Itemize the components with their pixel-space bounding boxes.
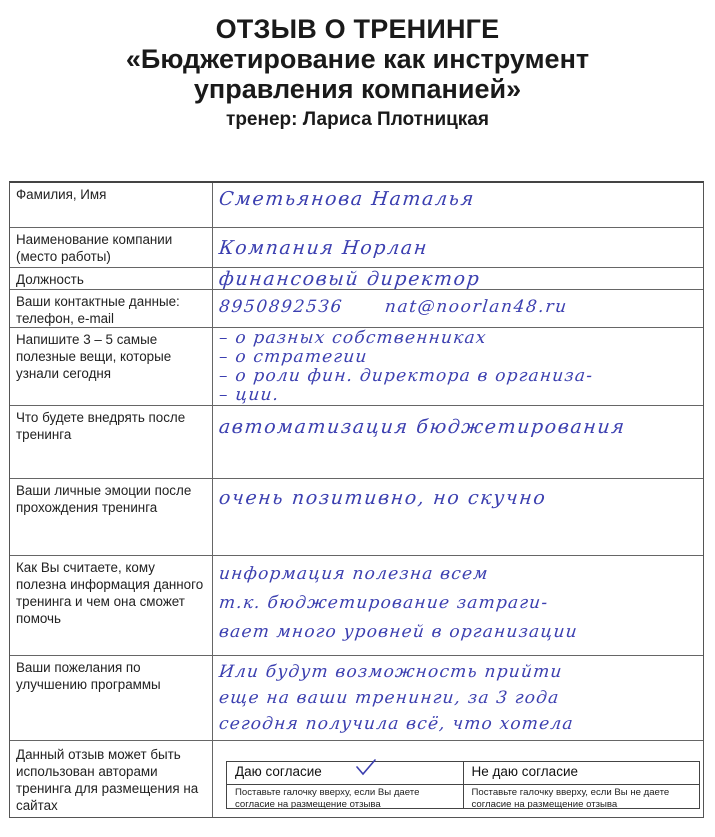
label-implement: Что будете внедрять после тренинга: [10, 406, 213, 478]
consent-area: [213, 741, 703, 817]
consent-agree-cell[interactable]: [227, 762, 463, 808]
label-who-benefits: Как Вы считаете, кому полезна информация данного тренинга и чем она сможет помочь: [10, 556, 213, 655]
answer-line: – о разных собственниках: [218, 328, 488, 348]
answer-line: еще на ваши тренинги, за 3 года: [217, 688, 561, 708]
answer-line: – ции.: [218, 385, 281, 405]
row-who-benefits: [10, 556, 703, 656]
consent-disagree-title: Не даю согласие: [464, 762, 700, 785]
label-full-name: Фамилия, Имя: [10, 183, 213, 227]
row-consent: [10, 741, 703, 817]
answer-line: Или будут возможность прийти: [217, 662, 564, 682]
answer-who-benefits[interactable]: [213, 556, 703, 655]
label-contacts: Ваши контактные данные: телефон, e-mail: [10, 290, 213, 327]
answer-line: – о стратегии: [218, 347, 369, 367]
label-position: Должность: [10, 268, 213, 289]
training-title-line1: «Бюджетирование как инструмент: [125, 44, 590, 75]
answer-line: финансовый директор: [217, 268, 482, 290]
label-useful-things: Напишите 3 – 5 самые полезные вещи, которые узнали сегодня: [10, 328, 213, 405]
answer-position[interactable]: [213, 268, 703, 289]
form-title: ОТЗЫВ О ТРЕНИНГЕ: [215, 14, 500, 44]
consent-disagree-note: Поставьте галочку вверху, если Вы не даете согласие на размещение отзыва: [471, 787, 670, 810]
answer-full-name[interactable]: [213, 183, 703, 227]
answer-company[interactable]: [213, 228, 703, 267]
answer-contacts[interactable]: [213, 290, 703, 327]
answer-line: сегодня получила всё, что хотела: [217, 714, 575, 734]
answer-suggestions[interactable]: [213, 656, 703, 740]
label-suggestions: Ваши пожелания по улучшению программы: [10, 656, 213, 740]
training-title-line2: управления компанией»: [193, 74, 522, 105]
label-emotions: Ваши личные эмоции после прохождения тренинга: [10, 479, 213, 555]
row-implement: [10, 406, 703, 479]
answer-line: очень позитивно, но скучно: [217, 487, 548, 509]
answer-line: автоматизация бюджетирования: [217, 416, 627, 438]
row-useful-things: [10, 328, 703, 406]
trainer-name: тренер: Лариса Плотницкая: [226, 108, 489, 130]
label-company: Наименование компании (место работы): [10, 228, 213, 267]
answer-line: информация полезна всем: [218, 564, 490, 584]
label-consent: Данный отзыв может быть использован авторами тренинга для размещения на сайтах: [10, 741, 213, 817]
row-company: [10, 228, 703, 268]
answer-line: – о роли фин. директора в организа-: [218, 366, 595, 386]
row-suggestions: [10, 656, 703, 741]
feedback-table: [9, 181, 704, 818]
answer-line: Компания Норлан: [217, 237, 430, 259]
consent-agree-title: Даю согласие: [227, 762, 463, 785]
answer-emotions[interactable]: [213, 479, 703, 555]
answer-implement[interactable]: [213, 406, 703, 478]
consent-agree-note: Поставьте галочку вверху, если Вы даете согласие на размещение отзыва: [235, 787, 420, 810]
answer-useful-things[interactable]: [213, 328, 703, 405]
consent-disagree-cell[interactable]: [463, 762, 700, 808]
row-position: [10, 268, 703, 290]
answer-line: Сметьянова Наталья: [217, 188, 477, 210]
answer-line: вает много уровней в организации: [218, 622, 579, 642]
row-full-name: [10, 183, 703, 228]
row-emotions: [10, 479, 703, 556]
answer-line: 89508925З6 nat@noorlan48.ru: [217, 297, 569, 317]
answer-line: т.к. бюджетирование затраги-: [218, 593, 550, 613]
form-header: [0, 0, 715, 130]
row-contacts: [10, 290, 703, 328]
consent-table: [226, 761, 700, 809]
checkmark-icon: [355, 758, 377, 776]
